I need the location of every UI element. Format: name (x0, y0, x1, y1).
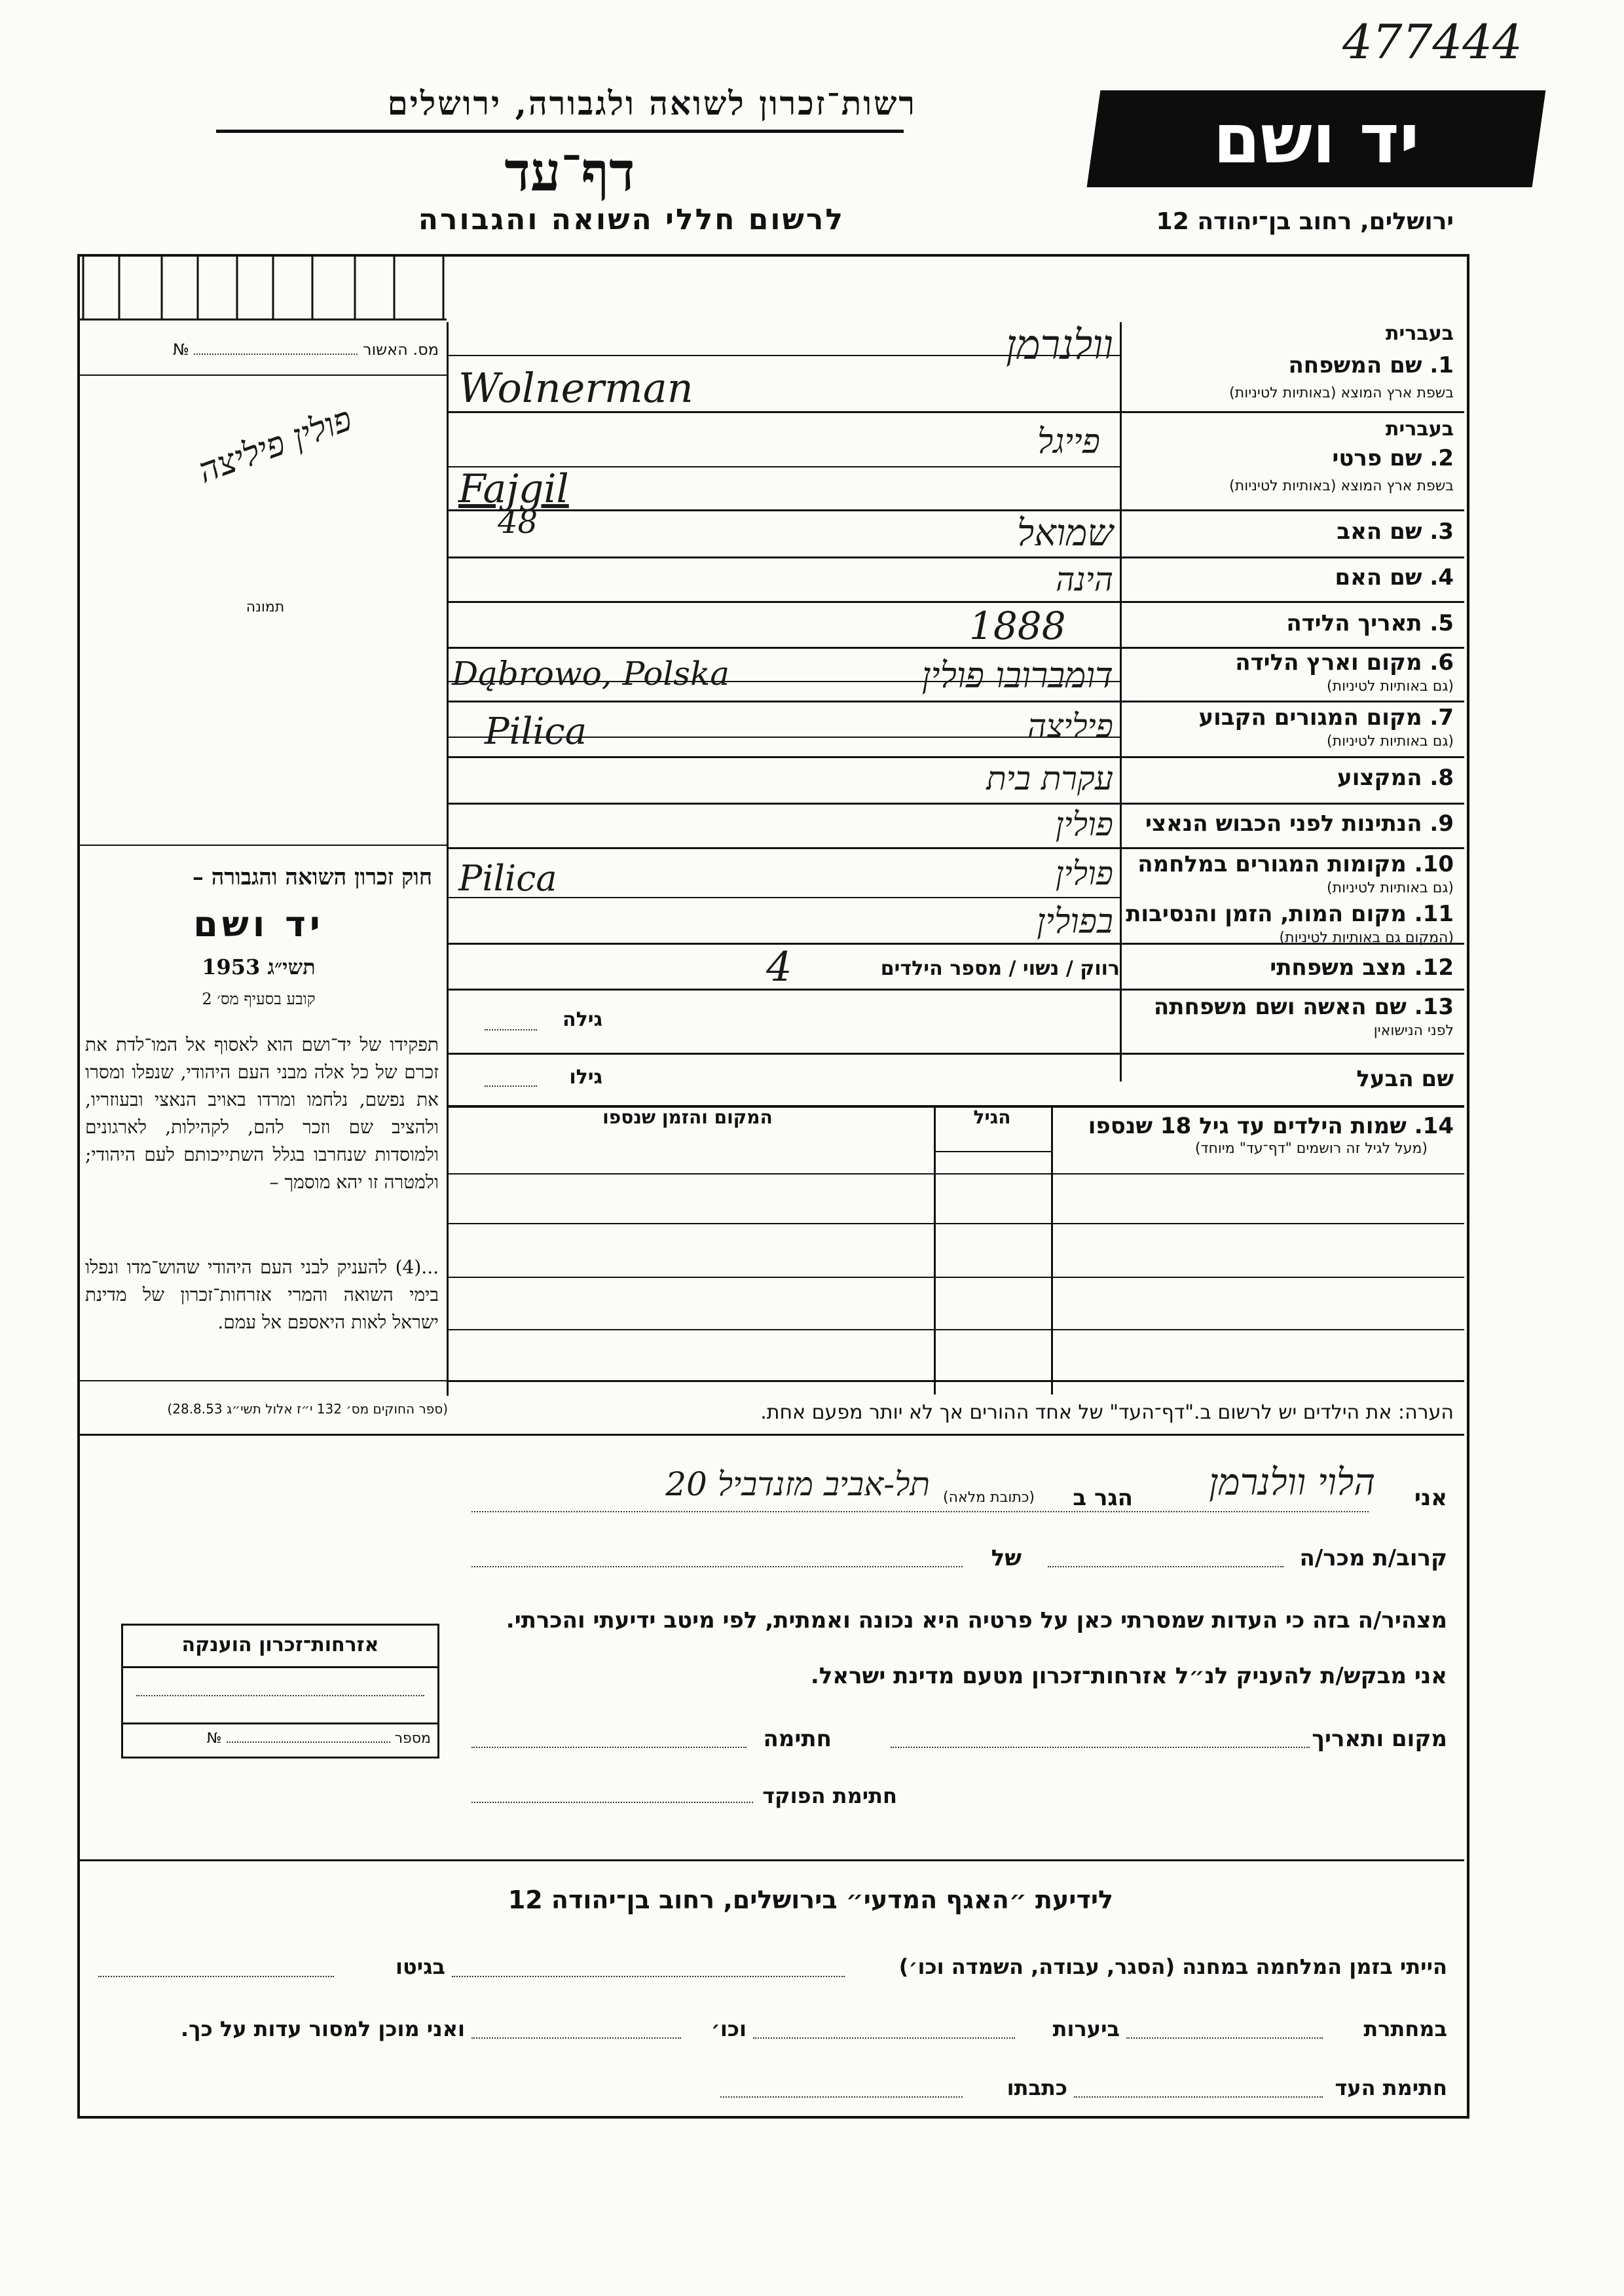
field-3-num: 3. (1430, 519, 1454, 545)
field-2-value-hebrew[interactable]: פייגל (1037, 422, 1100, 462)
field-5-label (1126, 610, 1454, 636)
field-5-num: 5. (1430, 610, 1454, 636)
photo-notes: פולין פיליצה (193, 399, 358, 492)
field-3-label (1126, 519, 1454, 545)
field-8-name: המקצוע (1337, 765, 1422, 791)
info-title: לידיעת ״האגף המדעי״ בירושלים, רחוב בן־יהודה 12 (507, 1886, 1113, 1914)
field-13-num: 13. (1414, 994, 1454, 1020)
field-12-label (1126, 955, 1454, 981)
info-forests-label: ביערות (1052, 2016, 1120, 2041)
field-4-name: שם האם (1335, 564, 1422, 591)
field-14-num: 14. (1414, 1113, 1454, 1139)
field-1-name: שם המשפחה (1288, 352, 1422, 378)
law-year: תשי״ג 1953 (202, 955, 316, 979)
logo (1087, 90, 1546, 187)
decl-statement: מצהיר/ה בזה כי העדות שמסרתי כאן על פרטיה היא נכונה ואמתית, לפי מיטב ידיעתי והכרתי. (506, 1607, 1447, 1633)
field-13-sub: לפני הנישואין (1373, 1023, 1454, 1039)
field-11-name: מקום המות, הזמן והנסיבות (1126, 901, 1407, 927)
field-12-num: 12. (1414, 955, 1454, 981)
decl-request: אני מבקש/ת להעניק לנ״ל אזרחות־זכרון מטעם מדינת ישראל. (810, 1663, 1447, 1689)
field-3-value[interactable]: שמואל (1017, 512, 1113, 555)
citizenship-number-label: מספר (394, 1730, 431, 1747)
field-4-value[interactable]: הינה (1056, 560, 1113, 598)
field-11-label (1126, 901, 1454, 927)
field-7-value-latin[interactable]: Pilica (485, 710, 587, 753)
field-10-num: 10. (1414, 851, 1454, 877)
decl-signature-label: חתימה (763, 1726, 832, 1752)
law-title: חוק זכרון השואה והגבורה – (192, 864, 432, 890)
decl-i-value[interactable]: הלוי וולנרמן (1209, 1461, 1375, 1504)
field-2-num: 2. (1430, 445, 1454, 471)
children-col-age: הגיל (973, 1106, 1011, 1128)
field-9-value[interactable]: פולין (1055, 805, 1113, 843)
field-5-value[interactable]: 1888 (969, 604, 1066, 648)
field-2-label (1126, 445, 1454, 471)
decl-of-label: של (991, 1545, 1022, 1571)
field-12-name: מצב משפחתי (1270, 955, 1407, 981)
law-clause: קובע בסעיף מס׳ 2 (202, 990, 316, 1008)
field-8-num: 8. (1430, 765, 1454, 791)
field-14-sub: (מעל לגיל זה רושמים "דף־עד" מיוחד) (1194, 1140, 1428, 1157)
field-12-printed: רווק / נשוי / מספר הילדים (880, 957, 1120, 980)
field-7-label (1126, 704, 1454, 731)
field-3-name: שם האב (1337, 519, 1422, 545)
law-text-1: תפקידו של יד־ושם הוא לאסוף אל המו־לדת את זכרם של כל אלה מבני העם היהודי, שנפלו ומסרו את נפשם, נלחמו ומרדו באויב הנאצי ובעוזריו, ולהציב שם וזכר להם, לקהילות, לארגונים ולמוסדות שנחרבו בגלל השתייכותם לעם היהודי; ולמטרה זו יהא מוסמך – (85, 1034, 439, 1193)
field-1-lang-label: בעברית (1386, 322, 1454, 345)
field-14-name: שמות הילדים עד גיל 18 שנספו (1088, 1113, 1407, 1139)
field-9-num: 9. (1430, 811, 1454, 837)
decl-place-date-label: מקום ותאריך (1312, 1726, 1447, 1752)
husband-age-label: גילו (569, 1066, 602, 1089)
field-4-label (1126, 564, 1454, 591)
field-1-num: 1. (1430, 352, 1454, 378)
field-8-value[interactable]: עקרת בית (986, 759, 1113, 797)
field-2-lang-label: בעברית (1386, 418, 1454, 441)
approval-number-sign: № (172, 340, 189, 359)
field-10-sub: (גם באותיות לטיניות) (1327, 880, 1454, 896)
field-7-name: מקום המגורים הקבוע (1198, 704, 1422, 731)
law-name: יד ושם (193, 903, 324, 945)
info-underground-label: במחתרת (1363, 2016, 1447, 2041)
citizenship-number-sign: № (206, 1730, 222, 1747)
approval-number-row (92, 340, 439, 359)
approval-number-label: מס. האשור (363, 340, 439, 359)
field-7-value-hebrew[interactable]: פיליצה (1027, 707, 1113, 745)
tick-boxes (80, 257, 447, 322)
field-2-name: שם פרטי (1332, 445, 1422, 471)
field-6-label (1126, 649, 1454, 676)
field-13-age-label: גילה (563, 1008, 602, 1031)
field-1-sub: בשפת ארץ המוצא (באותיות לטיניות) (1229, 385, 1454, 401)
field-11-num: 11. (1414, 901, 1454, 927)
decl-address-value[interactable]: תל-אביב מזנדביל 20 (665, 1465, 930, 1503)
husband-label: שם הבעל (1356, 1066, 1454, 1092)
field-10-value-hebrew[interactable]: פולין (1055, 854, 1113, 892)
field-14-label (1054, 1113, 1454, 1139)
info-ghetto-label: בגיטו (396, 1954, 445, 1979)
org-address: ירושלים, רחוב בן־יהודה 12 (1156, 208, 1454, 235)
field-3-extra[interactable]: 48 (498, 504, 538, 541)
field-13-label (1126, 994, 1454, 1020)
info-etc-label: וכו׳ (710, 2016, 747, 2041)
children-col-place: המקום והזמן שנספו (602, 1106, 773, 1128)
field-13-name: שם האשה ושם משפחתה (1153, 994, 1407, 1020)
info-line1: הייתי בזמן המלחמה במחנה (הסגר, עבודה, השמדה וכו׳) (898, 1954, 1447, 1979)
form-subtitle: לרשום חללי השואה והגבורה (418, 203, 845, 236)
field-11-sub: (המקום גם באותיות לטיניות) (1279, 930, 1454, 946)
field-10-value-latin[interactable]: Pilica (458, 858, 557, 899)
logo-text: יד ושם (1213, 99, 1420, 179)
field-5-name: תאריך הלידה (1286, 610, 1422, 636)
field-7-sub: (גם באותיות לטיניות) (1327, 733, 1454, 750)
decl-resides-label: הגר ב (1073, 1485, 1133, 1511)
field-11-value[interactable]: בפולין (1037, 902, 1113, 941)
decl-officer-signature-label: חתימת הפוקד (762, 1783, 897, 1808)
decl-full-address-label: (כתובת מלאה) (943, 1489, 1035, 1506)
field-8-label (1126, 765, 1454, 791)
field-2-value-latin[interactable]: Fajgil (458, 466, 569, 512)
field-6-sub: (גם באותיות לטיניות) (1327, 678, 1454, 695)
field-9-name: הנתינות לפני הכבוש הנאצי (1145, 811, 1422, 837)
form-title: דף־עד (504, 141, 635, 204)
children-note: הערה: את הילדים יש לרשום ב."דף־העד" של אחד ההורים אך לא יותר מפעם אחת. (760, 1401, 1454, 1424)
field-6-name: מקום וארץ הלידה (1235, 649, 1422, 676)
file-number: 477444 (1342, 14, 1522, 69)
decl-i-label: אני (1414, 1485, 1447, 1511)
field-6-value-latin[interactable]: Dąbrowo, Polska (452, 655, 730, 693)
field-1-value-latin[interactable]: Wolnerman (458, 364, 693, 412)
citizenship-title: אזרחות־זכרון הוענקה (181, 1633, 379, 1656)
field-10-label (1126, 851, 1454, 877)
field-1-label (1126, 352, 1454, 378)
info-ready-label: ואני מוכן למסור עדות על כך. (180, 2016, 465, 2041)
photo-label: תמונה (246, 599, 285, 615)
field-4-num: 4. (1430, 564, 1454, 591)
field-10-name: מקומות המגורים במלחמה (1137, 851, 1407, 877)
field-9-label (1126, 811, 1454, 837)
field-6-num: 6. (1430, 649, 1454, 676)
citizenship-box (121, 1624, 439, 1758)
field-2-sub: בשפת ארץ המוצא (באותיות לטיניות) (1229, 478, 1454, 494)
law-text-2: ...(4) להעניק לבני העם היהודי שהוש־מדו ונפלו בימי השואה והמרי אזרחות־זכרון של מדינת ישראל לאות היאספם אל עמם. (85, 1256, 439, 1333)
org-name: רשות־זכרון לשואה ולגבורה, ירושלים (387, 84, 917, 122)
field-12-value[interactable]: 4 (766, 943, 792, 991)
decl-relative-label: קרוב/ת מכר/ה (1299, 1545, 1447, 1571)
law-reference: (ספר החוקים מס׳ 132 י״ז אלול תשי״ג 28.8.53) (167, 1401, 448, 1417)
field-1-value-hebrew[interactable]: וולנרמן (1006, 321, 1113, 369)
field-6-value-hebrew[interactable]: דומברובו פולין (921, 655, 1113, 696)
citizenship-number-row (130, 1730, 431, 1747)
info-witness-sig-label: חתימת העד (1335, 2075, 1447, 2100)
info-address-label: כתבתו (1006, 2075, 1067, 2100)
field-7-num: 7. (1430, 704, 1454, 731)
